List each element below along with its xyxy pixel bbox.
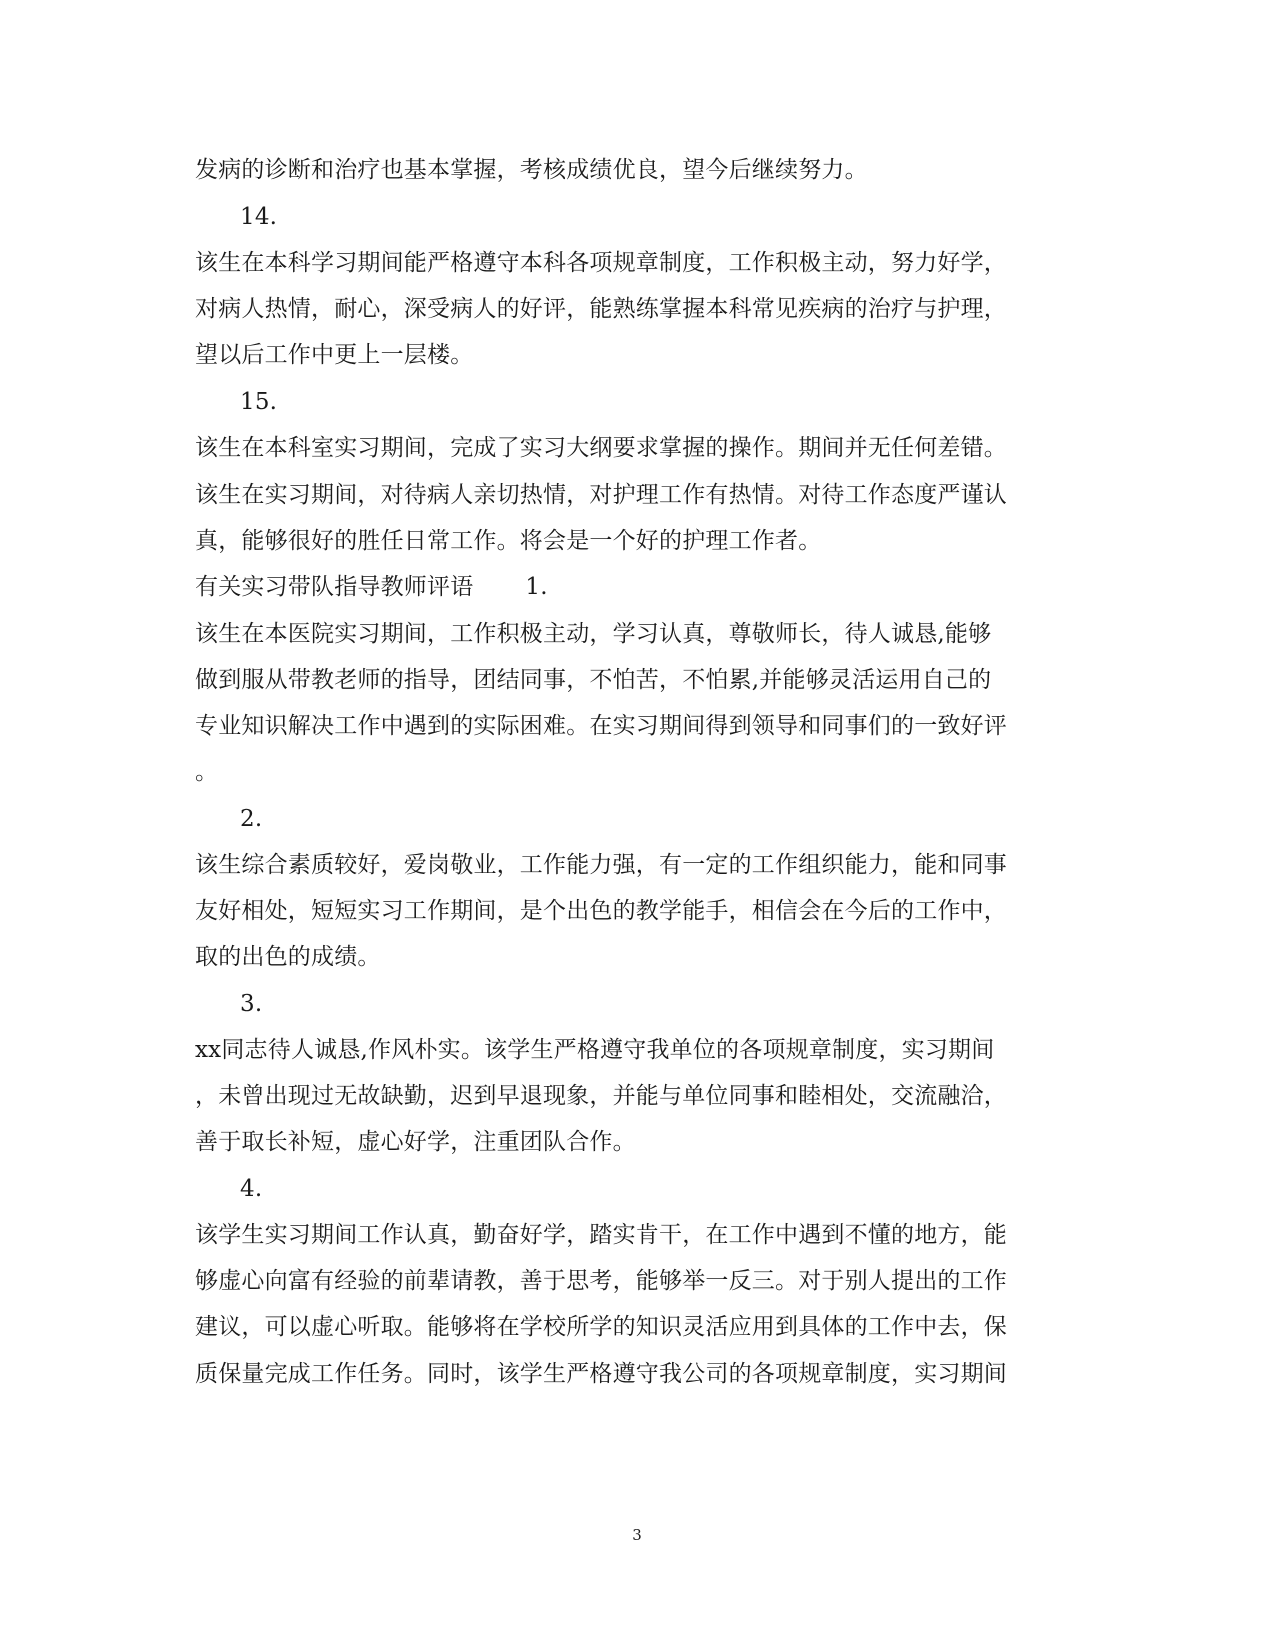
body-text-line: 取的出色的成绩。 xyxy=(195,944,381,970)
body-text-line: 该生在实习期间，对待病人亲切热情，对护理工作有热情。对待工作态度严谨认 xyxy=(195,482,1007,508)
body-text-line: 建议，可以虚心听取。能够将在学校所学的知识灵活应用到具体的工作中去，保 xyxy=(195,1314,1007,1340)
body-text-line: 。 xyxy=(195,759,219,785)
section-heading-text: 有关实习带队指导教师评语 xyxy=(195,574,474,600)
item-number: 15. xyxy=(240,389,278,415)
body-text-line: 做到服从带教老师的指导，团结同事，不怕苦，不怕累,并能够灵活运用自己的 xyxy=(195,667,992,693)
item-number: 14. xyxy=(240,204,278,230)
item-number: 3. xyxy=(240,991,263,1017)
body-text-line: 该生在本科室实习期间，完成了实习大纲要求掌握的操作。期间并无任何差错。 xyxy=(195,435,1007,461)
item-number: 1. xyxy=(525,574,548,600)
body-text-line: 够虚心向富有经验的前辈请教，善于思考，能够举一反三。对于别人提出的工作 xyxy=(195,1268,1007,1294)
body-text-line: 该生在本科学习期间能严格遵守本科各项规章制度，工作积极主动，努力好学， xyxy=(195,250,1007,276)
item-number: 2. xyxy=(240,806,263,832)
body-text-line: ，未曾出现过无故缺勤，迟到早退现象，并能与单位同事和睦相处，交流融洽， xyxy=(195,1083,1007,1109)
item-number: 4. xyxy=(240,1176,263,1202)
section-heading xyxy=(195,572,1075,602)
body-text-line: 该生综合素质较好，爱岗敬业，工作能力强，有一定的工作组织能力，能和同事 xyxy=(195,852,1007,878)
body-text-line: 善于取长补短，虚心好学，注重团队合作。 xyxy=(195,1129,636,1155)
body-text-line: 望以后工作中更上一层楼。 xyxy=(195,342,474,368)
body-text-line: 该生在本医院实习期间，工作积极主动，学习认真，尊敬师长，待人诚恳,能够 xyxy=(195,621,992,647)
page-number: 3 xyxy=(632,1526,642,1544)
body-text-line: xx同志待人诚恳,作风朴实。该学生严格遵守我单位的各项规章制度，实习期间 xyxy=(195,1037,995,1063)
body-text-line: 对病人热情，耐心，深受病人的好评，能熟练掌握本科常见疾病的治疗与护理， xyxy=(195,296,1007,322)
body-text-line: 发病的诊断和治疗也基本掌握，考核成绩优良，望今后继续努力。 xyxy=(195,157,868,183)
body-text-line: 友好相处，短短实习工作期间，是个出色的教学能手，相信会在今后的工作中， xyxy=(195,898,1007,924)
body-text-line: 真，能够很好的胜任日常工作。将会是一个好的护理工作者。 xyxy=(195,528,822,554)
body-text-line: 质保量完成工作任务。同时，该学生严格遵守我公司的各项规章制度，实习期间 xyxy=(195,1361,1007,1387)
body-text-line: 专业知识解决工作中遇到的实际困难。在实习期间得到领导和同事们的一致好评 xyxy=(195,713,1007,739)
body-text-line: 该学生实习期间工作认真，勤奋好学，踏实肯干，在工作中遇到不懂的地方，能 xyxy=(195,1222,1007,1248)
